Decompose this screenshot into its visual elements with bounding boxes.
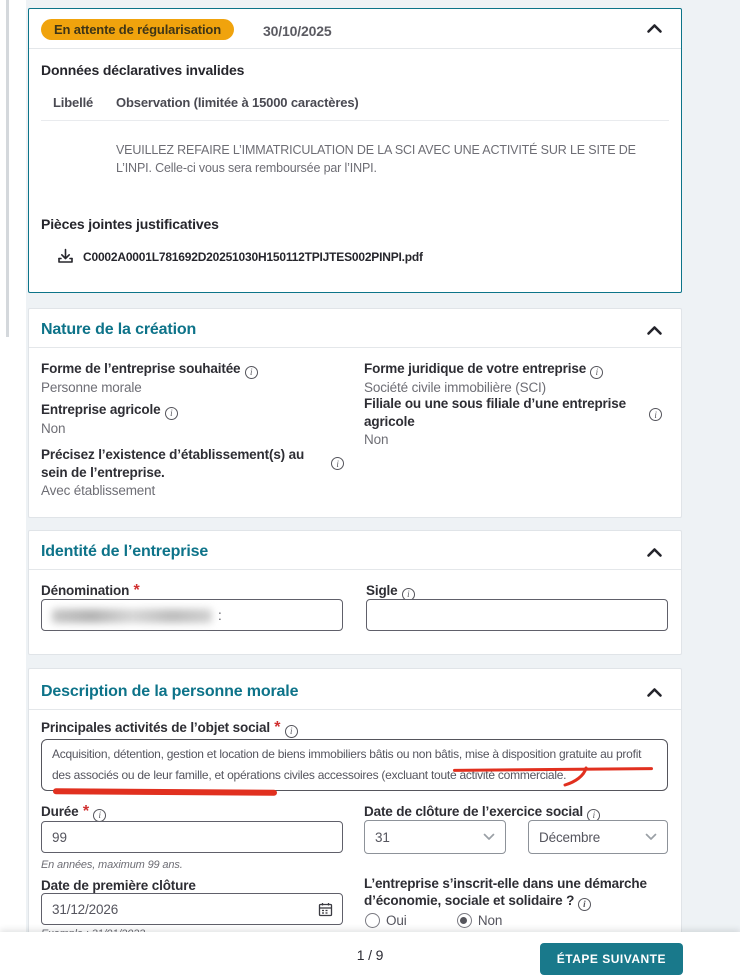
duration-helper: En années, maximum 99 ans. — [41, 859, 183, 871]
scrollbar[interactable] — [6, 0, 9, 337]
collapse-description-button[interactable] — [644, 685, 665, 700]
radio-unchecked-icon[interactable] — [365, 913, 380, 928]
field-value: Non — [364, 432, 389, 447]
ess-radio-group — [365, 912, 502, 930]
activity-textarea[interactable] — [41, 739, 668, 791]
field-value: Personne morale — [41, 379, 142, 395]
wizard-footer — [0, 932, 740, 979]
closing-day-select[interactable] — [364, 820, 506, 854]
closing-month-value: Décembre — [539, 829, 601, 845]
field-value: Avec établissement — [41, 483, 156, 498]
closing-month-select[interactable] — [528, 820, 668, 854]
description-section — [28, 668, 682, 938]
field-label: Entreprise agricole — [41, 402, 161, 417]
info-icon[interactable]: i — [402, 588, 415, 601]
radio-checked-icon[interactable] — [457, 913, 472, 928]
required-asterisk: * — [133, 582, 140, 599]
duration-label: Durée — [41, 804, 79, 819]
section-title-description: Description de la personne morale — [41, 683, 299, 700]
divider — [29, 48, 681, 49]
calendar-icon[interactable] — [318, 902, 333, 917]
field-forme-entreprise — [41, 360, 341, 396]
collapse-status-button[interactable] — [644, 21, 665, 36]
closing-label: Date de clôture de l’exercice social — [364, 804, 583, 819]
field-label: Forme de l’entreprise souhaitée — [41, 361, 241, 376]
next-step-button[interactable]: ÉTAPE SUIVANTE — [540, 943, 683, 975]
info-icon[interactable]: i — [285, 725, 298, 738]
chevron-up-icon — [646, 23, 663, 34]
field-entreprise-agricole — [41, 401, 341, 437]
field-value: Non — [41, 420, 66, 436]
first-closing-date-value: 31/12/2026 — [52, 902, 119, 917]
divider — [29, 347, 681, 348]
chevron-up-icon — [646, 687, 663, 698]
activity-label-row — [41, 719, 298, 738]
divider — [41, 120, 669, 121]
info-icon[interactable]: i — [590, 366, 603, 379]
chevron-up-icon — [646, 325, 663, 336]
info-icon[interactable]: i — [578, 898, 591, 911]
sigle-label: Sigle — [366, 583, 398, 598]
denomination-input[interactable] — [41, 599, 343, 631]
required-asterisk: * — [274, 719, 281, 736]
radio-label: Oui — [386, 913, 407, 928]
duration-label-row — [41, 803, 106, 822]
observation-text: VEUILLEZ REFAIRE L’IMMATRICULATION DE LA SCI AVEC UNE ACTIVITÉ SUR LE SITE DE L’INPI. Celle-ci vous sera remboursée par l’INPI. — [116, 143, 636, 176]
ess-label — [364, 875, 664, 911]
denomination-label-row — [41, 582, 140, 600]
chevron-down-icon — [483, 833, 495, 841]
info-icon[interactable]: i — [649, 408, 662, 421]
field-value: Société civile immobilière (SCI) — [364, 379, 546, 395]
chevron-down-icon — [645, 833, 657, 841]
section-title-nature: Nature de la création — [41, 321, 197, 338]
sigle-label-row — [366, 582, 415, 601]
info-icon[interactable]: i — [165, 407, 178, 420]
first-closing-label: Date de première clôture — [41, 878, 196, 893]
denomination-suffix: : — [218, 608, 222, 623]
info-icon[interactable]: i — [331, 457, 344, 470]
download-icon — [56, 247, 75, 266]
duration-input[interactable] — [41, 821, 343, 853]
divider — [29, 709, 681, 710]
identity-section — [28, 530, 682, 655]
attachment-link[interactable] — [56, 247, 423, 266]
left-margin-panel — [0, 0, 26, 979]
field-label: Précisez l’existence d’établissement(s) au sein de l’entreprise. — [41, 447, 305, 480]
section-title-identity: Identité de l’entreprise — [41, 543, 209, 560]
redacted-value — [52, 609, 212, 623]
attachment-filename: C0002A0001L781692D20251030H150112TPIJTES002PINPI.pdf — [83, 249, 423, 264]
closing-label-row — [364, 803, 600, 822]
required-asterisk: * — [82, 803, 89, 820]
denomination-label: Dénomination — [41, 583, 130, 598]
ess-option-non[interactable] — [457, 912, 502, 929]
ess-option-oui[interactable] — [365, 912, 411, 929]
radio-label: Non — [477, 913, 503, 928]
nature-section — [28, 308, 682, 518]
collapse-nature-button[interactable] — [644, 323, 665, 338]
activity-label: Principales activités de l’objet social — [41, 720, 270, 735]
info-icon[interactable]: i — [587, 809, 600, 822]
status-date: 30/10/2025 — [263, 23, 332, 39]
status-card — [28, 8, 682, 293]
closing-day-value: 31 — [375, 829, 390, 845]
first-closing-date-input[interactable] — [41, 893, 343, 925]
attachments-title: Pièces jointes justificatives — [41, 216, 219, 232]
info-icon[interactable]: i — [245, 366, 258, 379]
column-header-observation: Observation (limitée à 15000 caractères) — [116, 95, 359, 110]
step-pagination: 1 / 9 — [356, 947, 384, 963]
sigle-input[interactable] — [366, 599, 668, 631]
ess-question-text: L’entreprise s’inscrit-elle dans une démarche d’économie, sociale et solidaire ? — [364, 876, 647, 908]
invalid-data-title: Données déclaratives invalides — [41, 62, 245, 78]
field-etablissements — [41, 446, 326, 499]
field-label: Forme juridique de votre entreprise — [364, 361, 587, 376]
field-label: Filiale ou une sous filiale d’une entreprise agricole — [364, 396, 626, 429]
divider — [29, 569, 681, 570]
field-forme-juridique — [364, 360, 654, 396]
field-filiale-agricole — [364, 395, 634, 448]
status-badge: En attente de régularisation — [41, 19, 234, 40]
chevron-up-icon — [646, 547, 663, 558]
collapse-identity-button[interactable] — [644, 545, 665, 560]
info-icon[interactable]: i — [93, 809, 106, 822]
column-header-libelle: Libellé — [53, 95, 94, 110]
